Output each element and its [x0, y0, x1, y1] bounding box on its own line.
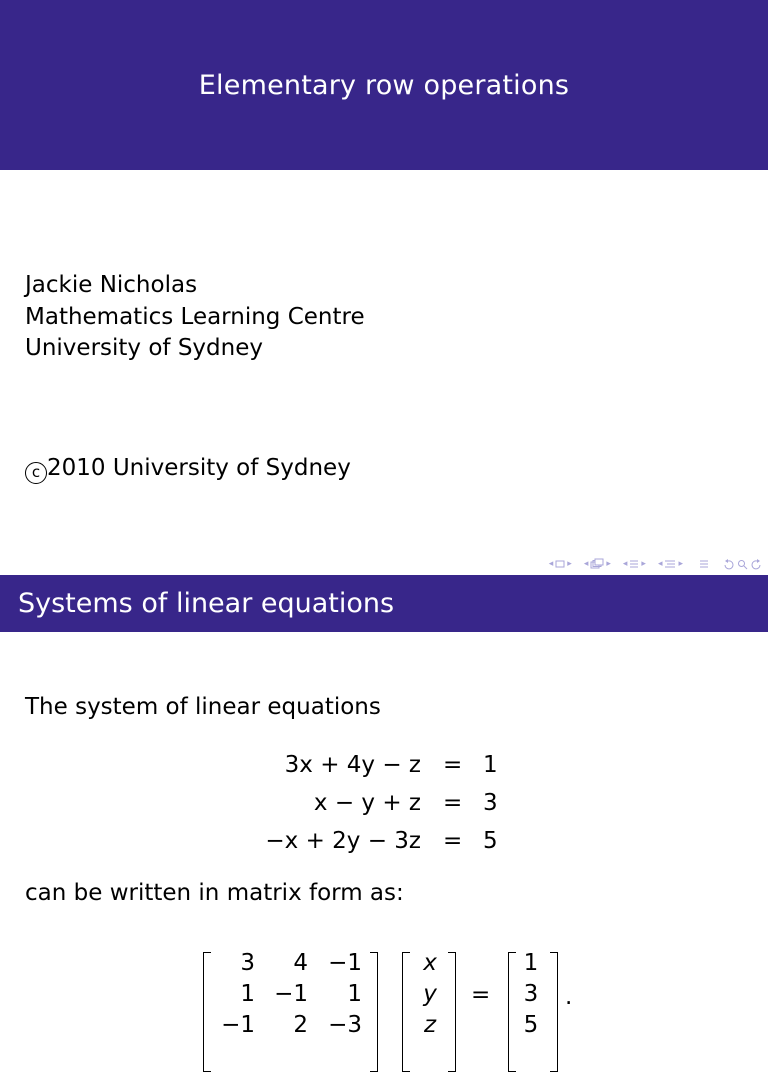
equation-lhs: 3x + 4y − z [284, 752, 421, 778]
author-name: Jackie Nicholas [25, 272, 198, 298]
matrix-cell: −1 [274, 981, 308, 1007]
matrix-cell: −3 [328, 1012, 362, 1038]
author-block [25, 270, 365, 365]
nav-section-icon[interactable]: ◂ ▸ [622, 559, 646, 569]
equation-rhs: 5 [483, 828, 498, 854]
slide-title: Elementary row operations [198, 69, 570, 101]
beamer-navigation-bar [539, 556, 762, 572]
matrix-cell: 4 [293, 950, 308, 976]
vector-right-bracket [448, 952, 456, 1072]
constant-cell: 1 [523, 950, 539, 976]
equation-row [0, 822, 768, 860]
equation-equals: = [443, 752, 463, 778]
equation-equals: = [443, 828, 463, 854]
vector-left-bracket [402, 952, 410, 1072]
matrix-cell: 1 [240, 981, 255, 1007]
nav-subsection-icon[interactable]: ◂ ▸ [583, 559, 611, 569]
matrix-intro-text: can be written in matrix form as: [25, 880, 404, 906]
frame-title: Systems of linear equations [18, 588, 395, 619]
equation-row [0, 746, 768, 784]
matrix-left-bracket [203, 952, 211, 1072]
constants-left-bracket [508, 952, 516, 1072]
equation-equals: = [443, 790, 463, 816]
matrix-cell: 1 [347, 981, 362, 1007]
matrix-cell: −1 [221, 1012, 255, 1038]
equation-lhs: x − y + z [313, 790, 421, 816]
frame-header [0, 575, 768, 632]
equation-row [0, 784, 768, 822]
copyright-icon: c [25, 462, 47, 484]
copyright-text: 2010 University of Sydney [47, 455, 351, 481]
nav-find-icon[interactable] [737, 559, 748, 569]
author-institution: University of Sydney [25, 335, 263, 361]
variable-cell: y [423, 981, 437, 1007]
matrix-cell: 2 [293, 1012, 308, 1038]
author-affiliation: Mathematics Learning Centre [25, 303, 365, 330]
matrix-cell: −1 [328, 950, 362, 976]
matrix-trailing-period: . [565, 984, 573, 1010]
constant-cell: 3 [523, 981, 539, 1007]
equation-lhs: −x + 2y − 3z [265, 828, 421, 854]
matrix-equals: = [471, 982, 491, 1008]
equation-rhs: 1 [483, 752, 498, 778]
nav-redo-icon[interactable] [751, 559, 762, 569]
copyright-line [25, 455, 351, 484]
nav-subsubsection-icon[interactable]: ◂ ▸ [657, 559, 683, 569]
constants-right-bracket [550, 952, 558, 1072]
constant-cell: 5 [523, 1012, 539, 1038]
slide-title-band [0, 0, 768, 170]
matrix-equation [0, 940, 768, 1038]
matrix-cell: 3 [240, 950, 255, 976]
variable-cell: x [423, 950, 437, 976]
intro-text: The system of linear equations [25, 694, 381, 720]
equation-rhs: 3 [483, 790, 498, 816]
nav-frame-icon[interactable]: ◂ ▸ [548, 559, 572, 569]
nav-toc-icon[interactable] [699, 559, 709, 569]
nav-undo-icon[interactable] [723, 559, 734, 569]
variable-cell: z [423, 1012, 437, 1038]
matrix-right-bracket [370, 952, 378, 1072]
